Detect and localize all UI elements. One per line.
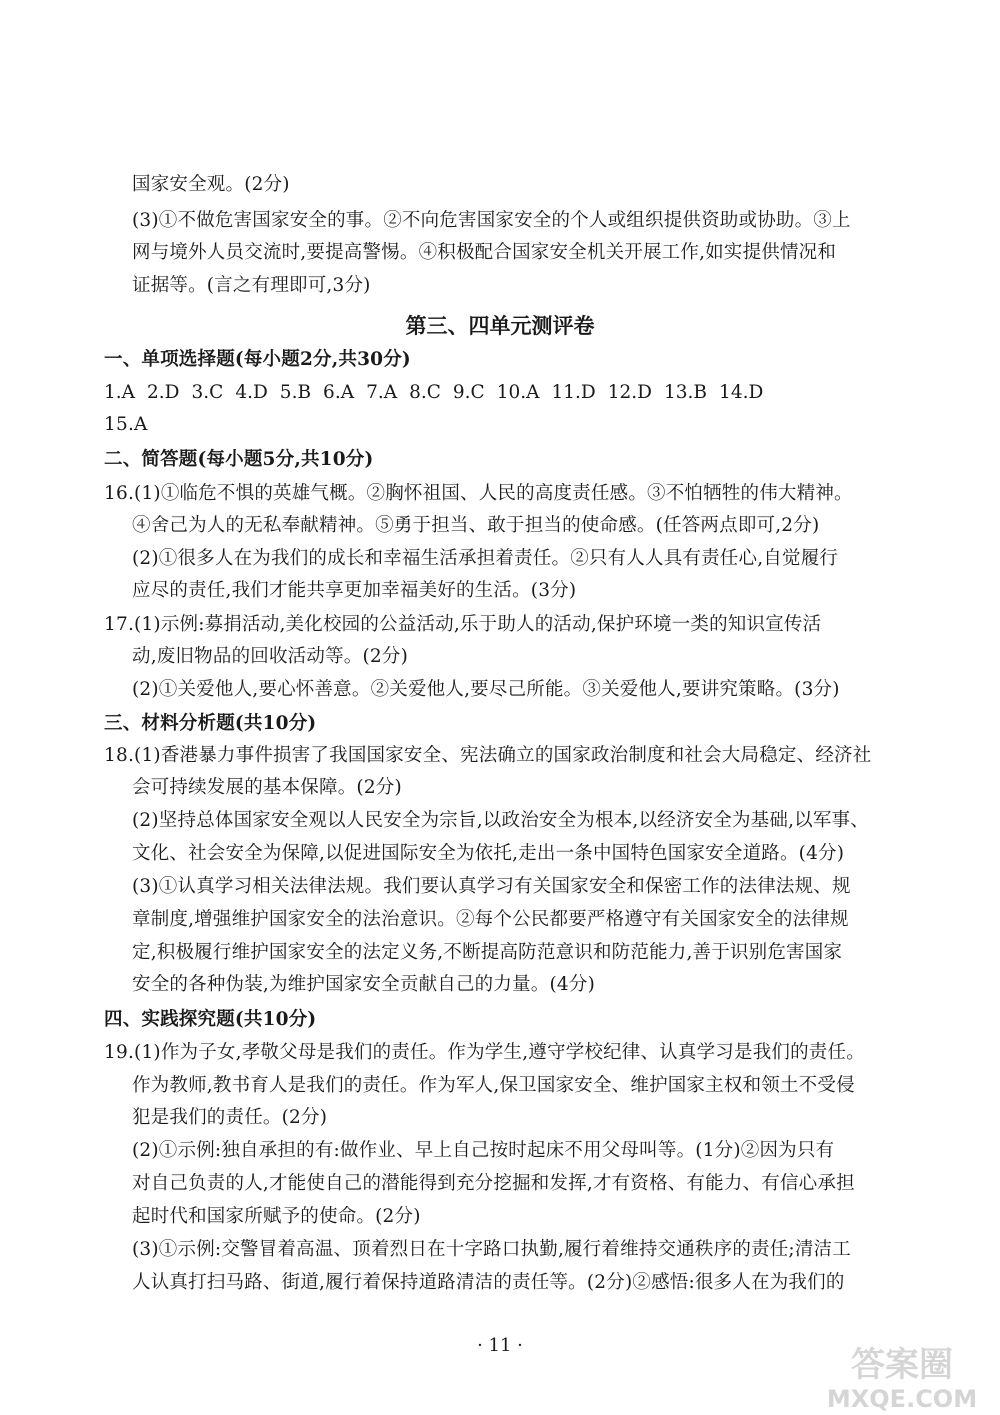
answer-item: 4.D xyxy=(235,382,268,403)
answer-item: 1.A xyxy=(104,382,136,403)
text-line: 19.(1)作为子女,孝敬父母是我们的责任。作为学生,遵守学校纪律、认真学习是我们的责任。 xyxy=(104,1042,865,1063)
answer-item: 12.D xyxy=(607,382,653,403)
text-line: 作为教师,教书育人是我们的责任。作为军人,保卫国家安全、维护国家主权和领土不受侵 xyxy=(132,1075,855,1096)
watermark-logo xyxy=(812,1345,992,1413)
section-heading: 二、简答题(每小题5分,共10分) xyxy=(104,449,374,470)
text-line: (2)①关爱他人,要心怀善意。②关爱他人,要尽己所能。③关爱他人,要讲究策略。(3分) xyxy=(132,679,840,700)
text-line: 16.(1)①临危不惧的英雄气概。②胸怀祖国、人民的高度责任感。③不怕牺牲的伟大精神。 xyxy=(104,483,853,504)
answer-item: 14.D xyxy=(719,382,764,403)
text-line: 文化、社会安全为保障,以促进国际安全为依托,走出一条中国特色国家安全道路。(4分) xyxy=(132,843,845,864)
page-number: · 11 · xyxy=(477,1335,523,1356)
text-line: 18.(1)香港暴力事件损害了我国国家安全、宪法确立的国家政治制度和社会大局稳定、经济社 xyxy=(104,745,872,766)
text-line: 章制度,增强维护国家安全的法治意识。②每个公民都要严格遵守有关国家安全的法律规 xyxy=(132,909,849,930)
text-line: 会可持续发展的基本保障。(2分) xyxy=(132,777,402,798)
answer-item: 8.C xyxy=(409,382,441,403)
answer-item: 10.A xyxy=(496,382,540,403)
text-line: 定,积极履行维护国家安全的法定义务,不断提高防范意识和防范能力,善于识别危害国家 xyxy=(132,942,843,963)
section-heading: 四、实践探究题(共10分) xyxy=(104,1009,317,1030)
text-line: 17.(1)示例:募捐活动,美化校园的公益活动,乐于助人的活动,保护环境一类的知识宣传活 xyxy=(104,614,822,635)
text-line: 应尽的责任,我们才能共享更加幸福美好的生活。(3分) xyxy=(132,580,577,601)
text-line: (3)①认真学习相关法律法规。我们要认真学习有关国家安全和保密工作的法律法规、规 xyxy=(132,876,851,897)
section-title: 第三、四单元测评卷 xyxy=(405,314,595,338)
section-heading: 三、材料分析题(共10分) xyxy=(104,713,317,734)
answer-item: 3.C xyxy=(191,382,224,403)
text-line: 动,废旧物品的回收活动等。(2分) xyxy=(132,646,408,667)
text-line: 安全的各种伪装,为维护国家安全贡献自己的力量。(4分) xyxy=(132,974,595,995)
answer-item: 15.A xyxy=(104,414,148,435)
text-line: (2)坚持总体国家安全观以人民安全为宗旨,以政治安全为根本,以经济安全为基础,以军事、 xyxy=(132,810,869,831)
answer-item: 11.D xyxy=(551,382,596,403)
answer-item: 7.A xyxy=(366,382,398,403)
text-line: 网与境外人员交流时,要提高警惕。④积极配合国家安全机关开展工作,如实提供情况和 xyxy=(132,242,837,263)
text-line: 证据等。(言之有理即可,3分) xyxy=(132,275,371,296)
watermark-text: 答案圈 xyxy=(851,1345,953,1385)
section-heading: 一、单项选择题(每小题2分,共30分) xyxy=(104,349,411,370)
text-line: 犯是我们的责任。(2分) xyxy=(132,1107,328,1128)
watermark-url: MXQE.COM xyxy=(826,1385,978,1413)
answer-item: 6.A xyxy=(323,382,355,403)
text-line: 国家安全观。(2分) xyxy=(132,174,290,195)
answer-list xyxy=(104,381,904,405)
answer-item: 9.C xyxy=(452,382,485,403)
answer-item: 13.B xyxy=(664,382,708,403)
text-line: (2)①很多人在为我们的成长和幸福生活承担着责任。②只有人人具有责任心,自觉履行 xyxy=(132,548,839,569)
answer-item: 2.D xyxy=(147,382,180,403)
text-line: ④舍己为人的无私奉献精神。⑤勇于担当、敢于担当的使命感。(任答两点即可,2分) xyxy=(132,515,820,536)
text-line: (3)①示例:交警冒着高温、顶着烈日在十字路口执勤,履行着维持交通秩序的责任;清洁工 xyxy=(132,1239,851,1260)
answer-item: 5.B xyxy=(279,382,312,403)
text-line: (2)①示例:独自承担的有:做作业、早上自己按时起床不用父母叫等。(1分)②因为只有 xyxy=(132,1140,835,1161)
text-line: 人认真打扫马路、街道,履行着保持道路清洁的责任等。(2分)②感悟:很多人在为我们的 xyxy=(132,1272,845,1293)
text-line: (3)①不做危害国家安全的事。②不向危害国家安全的个人或组织提供资助或协助。③上 xyxy=(132,210,851,231)
text-line: 对自己负责的人,才能使自己的潜能得到充分挖掘和发挥,才有资格、有能力、有信心承担 xyxy=(132,1173,855,1194)
text-line: 起时代和国家所赋予的使命。(2分) xyxy=(132,1206,421,1227)
